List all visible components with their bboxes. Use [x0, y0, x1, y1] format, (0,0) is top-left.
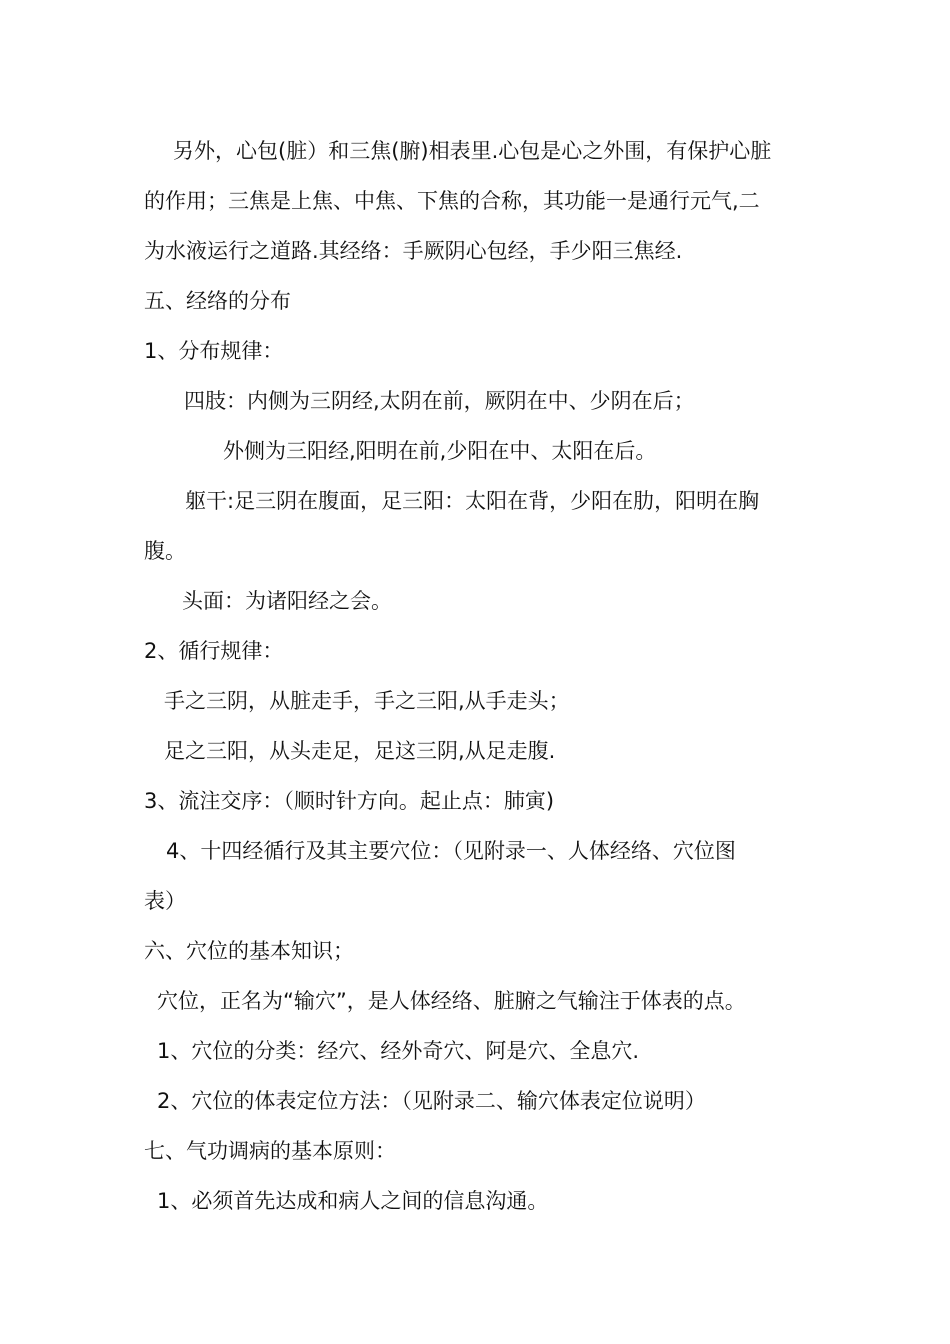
subsection-heading: 4、十四经循行及其主要穴位：（见附录一、人体经络、穴位图 [166, 839, 736, 863]
section-heading: 七、气功调病的基本原则： [144, 1139, 396, 1163]
subsection-heading: 2、循行规律： [144, 639, 284, 663]
paragraph-line: 为水液运行之道路.其经络：手厥阴心包经，手少阳三焦经. [144, 239, 683, 263]
section-heading: 六、穴位的基本知识； [144, 939, 354, 963]
subsection-heading: 1、必须首先达成和病人之间的信息沟通。 [157, 1189, 549, 1213]
paragraph-line: 四肢：内侧为三阴经,太阴在前，厥阴在中、少阴在后； [184, 389, 695, 413]
paragraph-line: 手之三阴，从脏走手，手之三阳,从手走头； [164, 689, 570, 713]
paragraph-line: 足之三阳，从头走足，足这三阴,从足走腹. [164, 739, 556, 763]
subsection-heading: 1、穴位的分类：经穴、经外奇穴、阿是穴、全息穴. [157, 1039, 640, 1063]
paragraph-line: 腹。 [144, 539, 186, 563]
paragraph-line: 外侧为三阳经,阳明在前,少阳在中、太阳在后。 [223, 439, 657, 463]
paragraph-line: 的作用；三焦是上焦、中焦、下焦的合称，其功能一是通行元气,二 [144, 189, 760, 213]
subsection-heading: 3、流注交序：（顺时针方向。起止点：肺寅) [144, 789, 555, 813]
paragraph-line: 穴位，正名为“输穴”，是人体经络、脏腑之气输注于体表的点。 [157, 989, 746, 1013]
paragraph-line: 另外，心包(脏）和三焦(腑)相表里.心包是心之外围，有保护心脏 [173, 139, 772, 163]
document-body [144, 126, 808, 1226]
paragraph-line: 表） [144, 889, 186, 913]
paragraph-line: 躯干:足三阴在腹面，足三阳：太阳在背，少阳在肋，阳明在胸 [185, 489, 760, 513]
subsection-heading: 2、穴位的体表定位方法：（见附录二、输穴体表定位说明） [157, 1089, 706, 1113]
section-heading: 五、经络的分布 [144, 289, 291, 313]
subsection-heading: 1、分布规律： [144, 339, 284, 363]
paragraph-line: 头面：为诸阳经之会。 [182, 589, 392, 613]
